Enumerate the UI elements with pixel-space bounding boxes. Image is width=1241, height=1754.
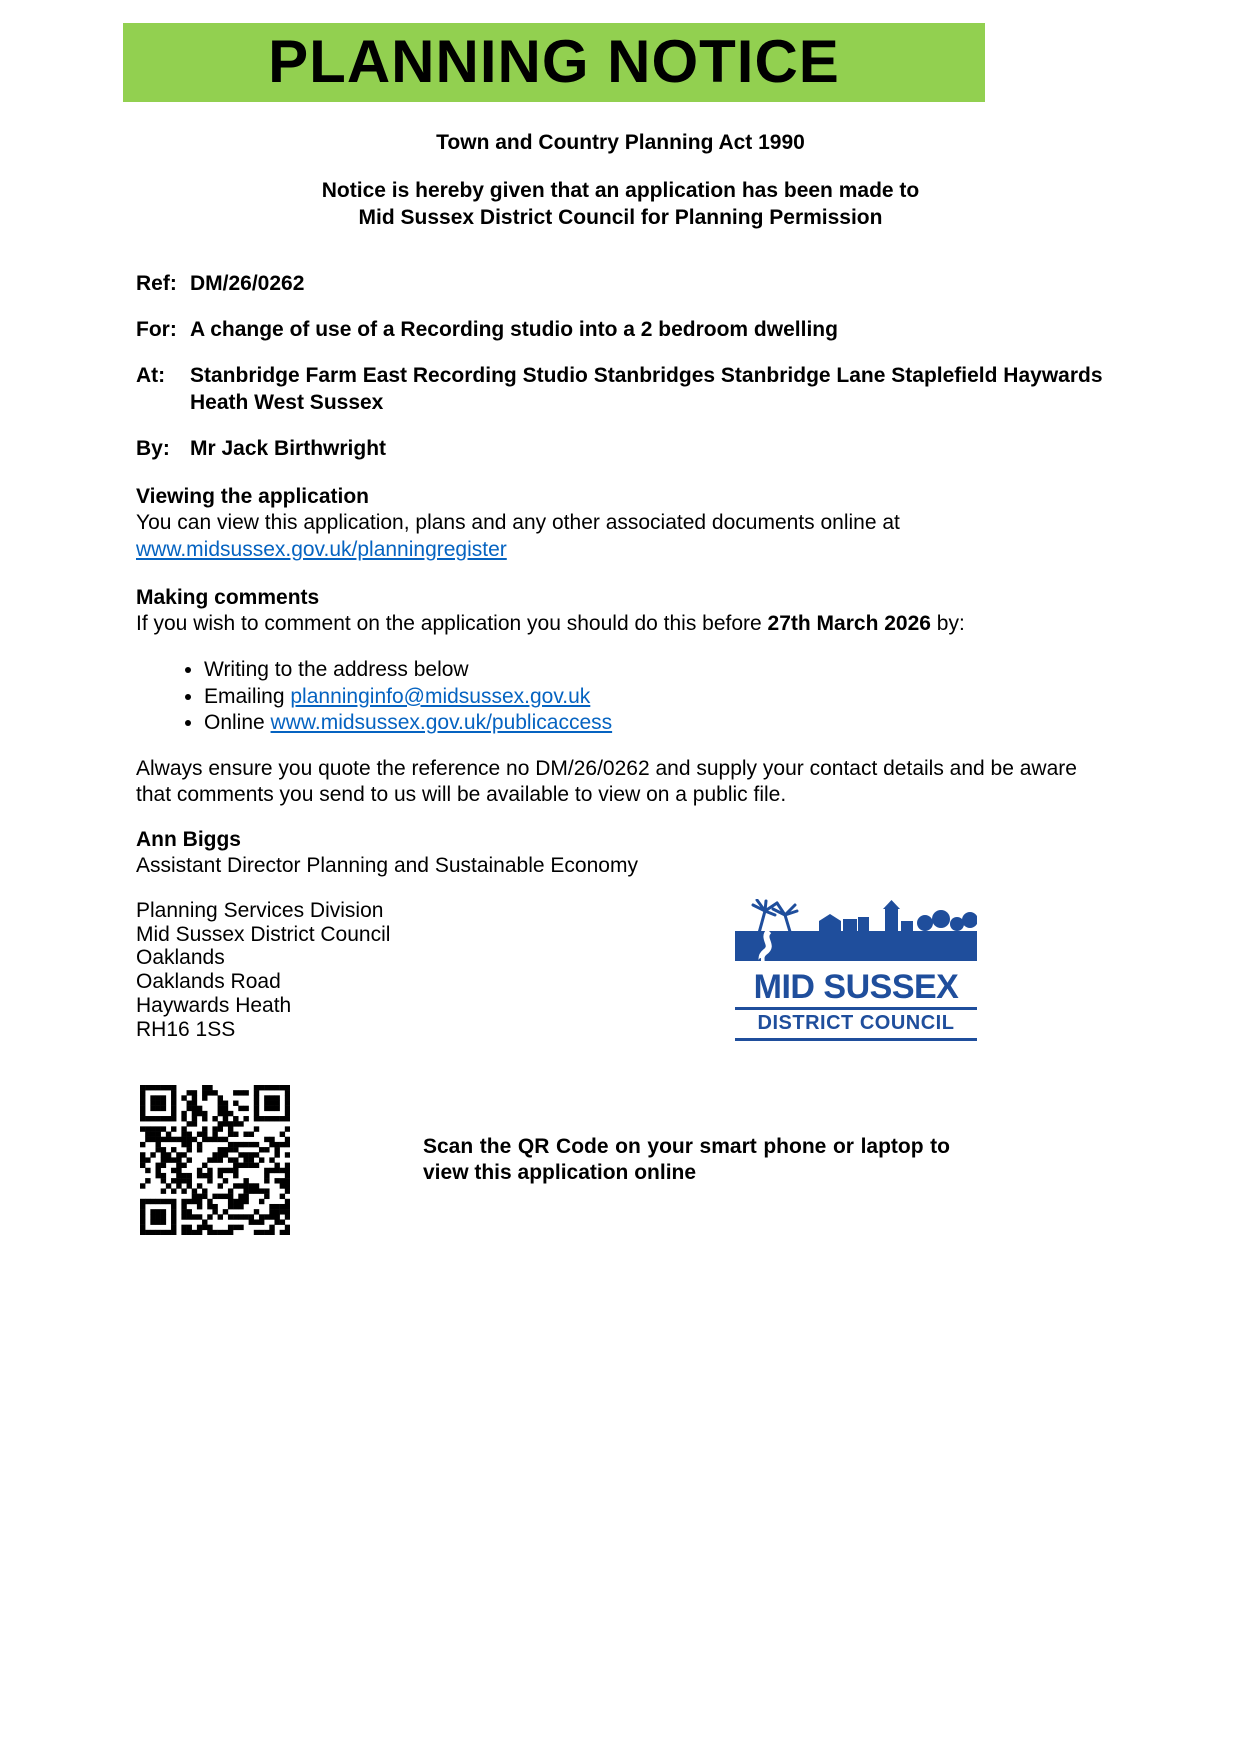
- comments-deadline: 27th March 2026: [767, 612, 931, 635]
- application-details: [136, 271, 1105, 462]
- bullet-email-text: Emailing: [204, 684, 291, 708]
- list-item-write: [204, 657, 1105, 683]
- officer-name: Ann Biggs: [136, 827, 241, 851]
- address-line: Planning Services Division: [136, 899, 384, 922]
- address-line: RH16 1SS: [136, 1017, 236, 1041]
- detail-row-ref: [136, 271, 1105, 297]
- officer-role: Assistant Director Planning and Sustainable Economy: [136, 853, 638, 877]
- council-logo-name: MID SUSSEX: [753, 968, 959, 1007]
- address-line: Oaklands Road: [136, 970, 281, 994]
- qr-caption: Scan the QR Code on your smart phone or laptop to view this application online: [423, 1135, 950, 1185]
- email-link[interactable]: planninginfo@midsussex.gov.uk: [290, 684, 591, 708]
- notice-statement-line1: Notice is hereby given that an application has been made to: [321, 179, 920, 203]
- by-value: Mr Jack Birthwright: [190, 436, 387, 460]
- ref-label: Ref:: [136, 271, 177, 295]
- at-value: Stanbridge Farm East Recording Studio Stanbridges Stanbridge Lane Staplefield Haywards Heath West Sussex: [190, 364, 1103, 414]
- viewing-body: [136, 510, 1105, 563]
- act-title: Town and Country Planning Act 1990: [436, 131, 805, 154]
- notice-statement: [136, 178, 1105, 231]
- address-line: Mid Sussex District Council: [136, 922, 391, 946]
- by-label: By:: [136, 436, 170, 460]
- comments-heading: Making comments: [136, 585, 320, 609]
- council-address: [136, 899, 390, 1041]
- at-label: At:: [136, 364, 166, 388]
- council-skyline-icon: [735, 943, 977, 966]
- for-label: For:: [136, 318, 177, 341]
- comments-body-before: If you wish to comment on the application you should do this before: [136, 612, 768, 635]
- signature-block: [136, 827, 1105, 880]
- bullet-online-text: Online: [204, 710, 271, 734]
- council-logo-subtitle: DISTRICT COUNCIL: [735, 1007, 977, 1041]
- footer-row: [136, 899, 1105, 1041]
- list-item-email: [204, 684, 1105, 710]
- comments-body: [136, 611, 1105, 637]
- address-line: Haywards Heath: [136, 993, 292, 1017]
- qr-code: [140, 1085, 290, 1235]
- detail-row-by: [136, 436, 1105, 462]
- page-title: PLANNING NOTICE: [268, 28, 840, 95]
- list-item-online: [204, 710, 1105, 736]
- ref-value: DM/26/0262: [190, 271, 305, 295]
- reference-note: Always ensure you quote the reference no DM/26/0262 and supply your contact details and be aware that comments you send to us will be available to view on a public file.: [136, 757, 1077, 807]
- detail-row-at: [136, 363, 1105, 416]
- notice-banner: [123, 23, 985, 102]
- council-logo: [735, 899, 977, 1041]
- public-access-link[interactable]: www.midsussex.gov.uk/publicaccess: [270, 710, 613, 734]
- notice-statement-line2: Mid Sussex District Council for Planning Permission: [358, 205, 883, 229]
- address-line: Oaklands: [136, 946, 225, 970]
- viewing-section: [136, 484, 1105, 563]
- for-value: A change of use of a Recording studio into a 2 bedroom dwelling: [190, 318, 838, 341]
- viewing-heading: Viewing the application: [136, 485, 369, 508]
- comment-methods-list: [136, 657, 1105, 736]
- bullet-write-text: Writing to the address below: [204, 658, 469, 682]
- comments-body-after: by:: [930, 612, 965, 635]
- planning-register-link[interactable]: www.midsussex.gov.uk/planningregister: [136, 537, 507, 561]
- detail-row-for: [136, 317, 1105, 343]
- qr-section: [136, 1085, 1105, 1235]
- viewing-body-text: You can view this application, plans and any other associated documents online at: [136, 511, 900, 535]
- comments-section: [136, 585, 1105, 809]
